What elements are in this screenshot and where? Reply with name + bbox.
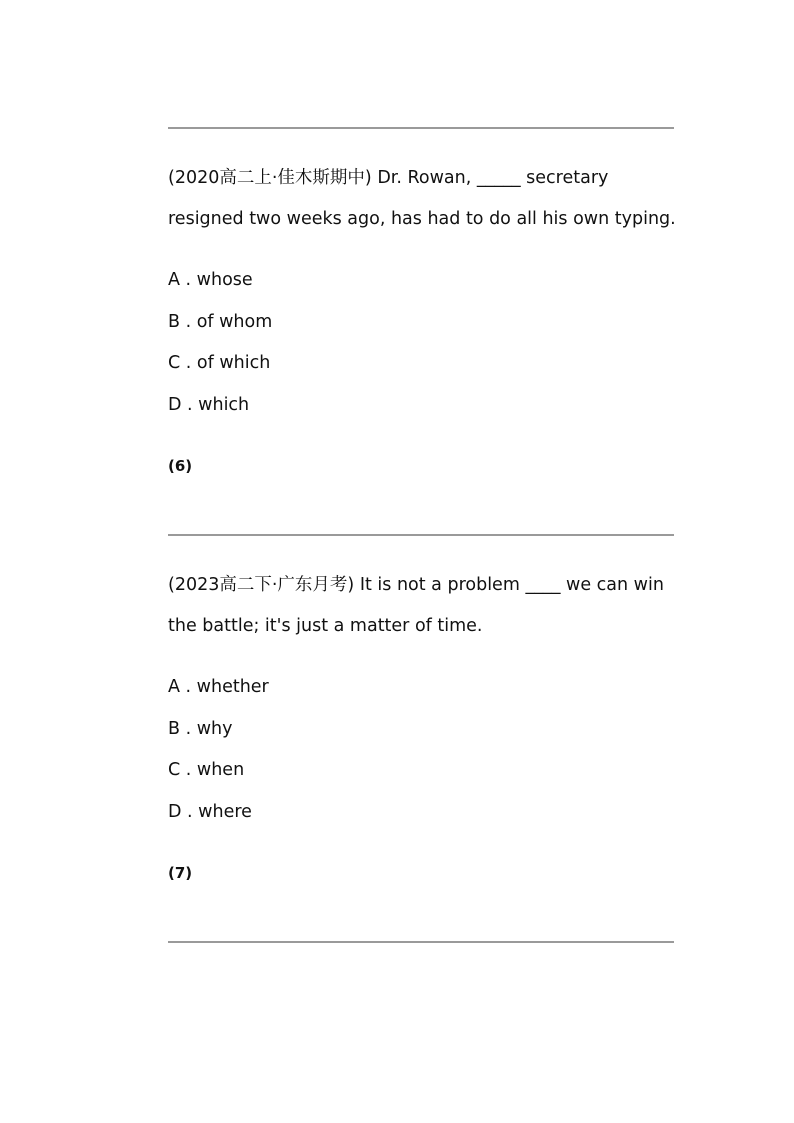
option-b: B . of whom (168, 312, 273, 332)
option-d: D . where (168, 802, 252, 822)
option-c: C . of which (168, 353, 271, 373)
option-c: C . when (168, 760, 245, 780)
option-a: A . whether (168, 677, 269, 697)
question-stem-line-2: resigned two weeks ago, has had to do all his own typing. (168, 209, 676, 229)
divider-middle (168, 534, 674, 536)
question-number: (7) (168, 864, 193, 882)
question-stem-line-2: the battle; it's just a matter of time. (168, 616, 483, 636)
question-source: (2020高二上·佳木斯期中) (168, 168, 372, 188)
option-a: A . whose (168, 270, 253, 290)
question-stem-2 (168, 565, 678, 647)
question-source: (2023高二下·广东月考) (168, 575, 355, 595)
question-number: (6) (168, 457, 193, 475)
option-d: D . which (168, 395, 250, 415)
question-stem-line-1 (168, 565, 678, 606)
option-b: B . why (168, 719, 233, 739)
divider-top (168, 127, 674, 129)
divider-bottom (168, 941, 674, 943)
question-text: Dr. Rowan, _____ secretary (371, 168, 609, 188)
question-stem-1 (168, 158, 678, 240)
question-text: It is not a problem ____ we can win (354, 575, 664, 595)
question-stem-line-1 (168, 158, 678, 199)
